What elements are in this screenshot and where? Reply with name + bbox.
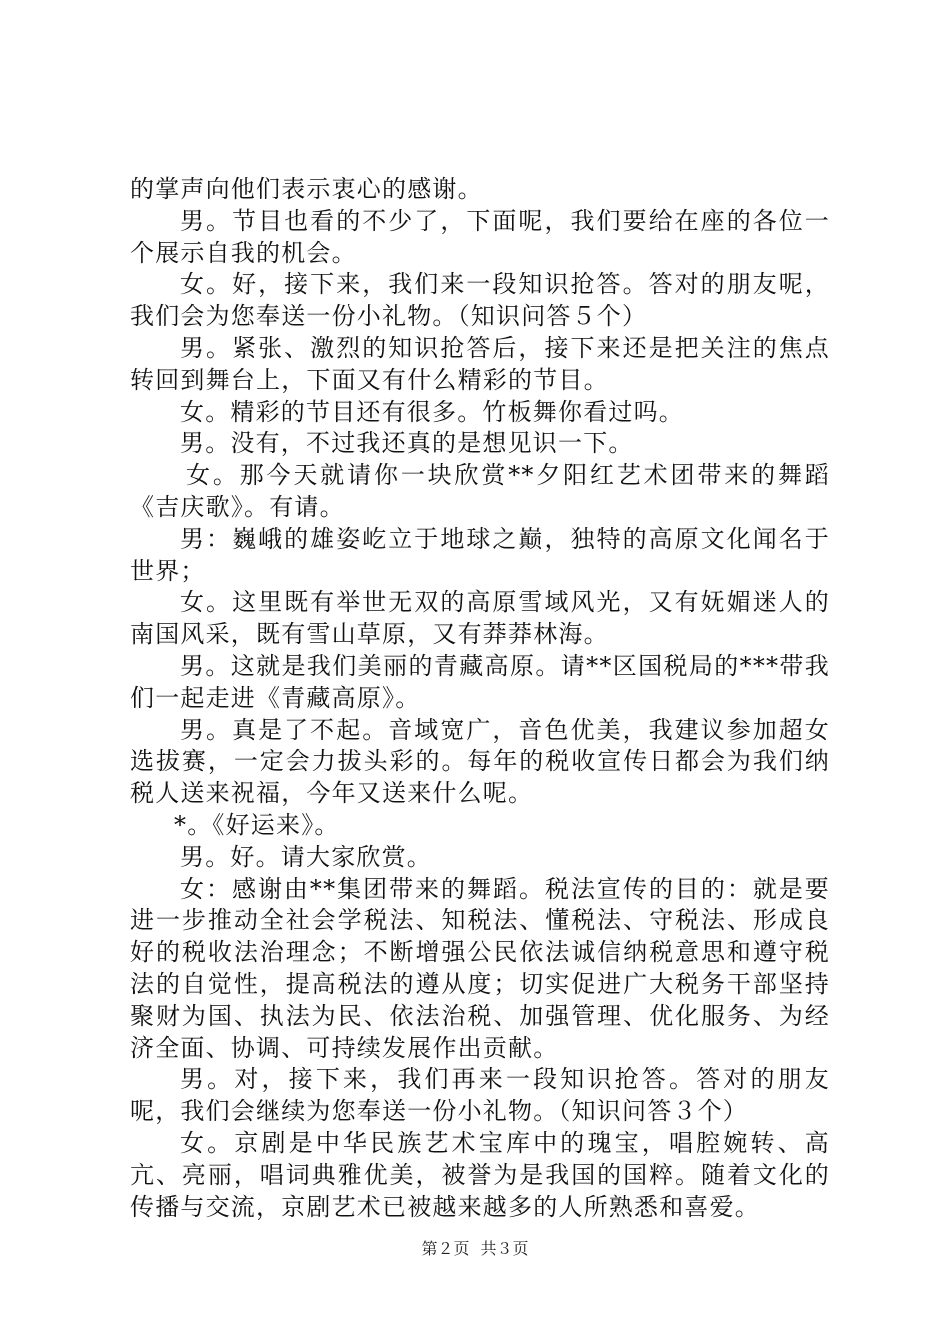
paragraph: 男。紧张、激烈的知识抢答后，接下来还是把关注的焦点转回到舞台上，下面又有什么精彩的节目。 xyxy=(130,333,830,394)
paragraph: 男。节目也看的不少了，下面呢，我们要给在座的各位一个展示自我的机会。 xyxy=(130,206,830,267)
paragraph: 女。这里既有举世无双的高原雪域风光，又有妩媚迷人的南国风采，既有雪山草原，又有莽莽林海。 xyxy=(130,588,830,649)
paragraph: 男。这就是我们美丽的青藏高原。请**区国税局的***带我们一起走进《青藏高原》。 xyxy=(130,651,830,712)
document-body xyxy=(130,174,830,1223)
paragraph: 女。精彩的节目还有很多。竹板舞你看过吗。 xyxy=(180,397,684,426)
paragraph: 男。对，接下来，我们再来一段知识抢答。答对的朋友呢，我们会继续为您奉送一份小礼物。（知识问答３个） xyxy=(130,1065,830,1126)
paragraph: 男。好。请大家欣赏。 xyxy=(180,842,432,871)
paragraph: 男：巍峨的雄姿屹立于地球之巅，独特的高原文化闻名于世界； xyxy=(130,524,830,585)
paragraph: 女：感谢由**集团带来的舞蹈。税法宣传的目的：就是要进一步推动全社会学税法、知税法、懂税法、守税法、形成良好的税收法治理念；不断增强公民依法诚信纳税意思和遵守税法的自觉性，提高税法的遵从度；切实促进广大税务干部坚持聚财为国、执法为民、依法治税、加强管理、优化服务、为经济全面、协调、可持续发展作出贡献。 xyxy=(130,874,830,1062)
paragraph: *。《好运来》。 xyxy=(174,810,340,839)
page-number: 第２页 xyxy=(421,1239,470,1258)
paragraph: 男。真是了不起。音域宽广，音色优美，我建议参加超女选拔赛，一定会力拔头彩的。每年的税收宣传日都会为我们纳税人送来祝福，今年又送来什么呢。 xyxy=(130,715,830,808)
page-total: 共３页 xyxy=(480,1239,529,1258)
paragraph: 女。好，接下来，我们来一段知识抢答。答对的朋友呢，我们会为您奉送一份小礼物。（知识问答５个） xyxy=(130,270,830,331)
paragraph: 男。没有，不过我还真的是想见识一下。 xyxy=(180,429,634,458)
page-footer xyxy=(0,1236,950,1259)
paragraph: 的掌声向他们表示衷心的感谢。 xyxy=(130,175,483,203)
paragraph: 女。京剧是中华民族艺术宝库中的瑰宝，唱腔婉转、高亢、亮丽，唱词典雅优美，被誉为是我国的国粹。随着文化的传播与交流，京剧艺术已被越来越多的人所熟悉和喜爱。 xyxy=(130,1128,830,1221)
paragraph: 女。那今天就请你一块欣赏**夕阳红艺术团带来的舞蹈《吉庆歌》。有请。 xyxy=(130,461,830,521)
